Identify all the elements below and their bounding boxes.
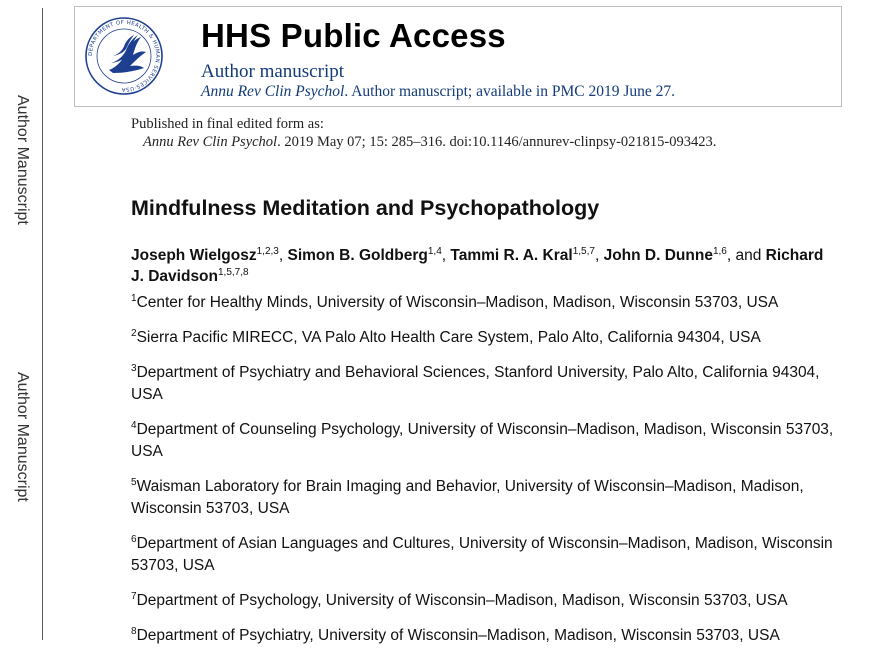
author-affiliation-marker: 1,2,3 [256,245,279,257]
author-name: Simon B. Goldberg [287,247,428,264]
affiliation-text: Department of Psychology, University of Wisconsin–Madison, Madison, Wisconsin 53703, USA [136,592,788,609]
margin-rule [42,8,43,640]
hhs-header-box [74,6,842,107]
hhs-eagle-logo-icon [83,15,165,97]
article-title: Mindfulness Meditation and Psychopathology [131,196,600,220]
author-affiliation-marker: 1,6 [712,245,727,257]
affiliation-number: 6 [131,533,137,545]
affiliation [131,419,841,463]
affiliation [131,292,841,314]
author-name: John D. Dunne [603,247,713,264]
author-separator: , [594,247,604,264]
affiliation-text: Department of Asian Languages and Cultures, University of Wisconsin–Madison, Madison, Wisconsin 53703, USA [131,535,833,574]
affiliation [131,476,841,520]
affiliation-number: 1 [131,292,137,304]
hhs-public-access-title: HHS Public Access [201,17,506,54]
author-separator: , [441,247,451,264]
availability-text: . Author manuscript; available in PMC 2019 June 27. [344,83,675,100]
journal-name: Annu Rev Clin Psychol [201,83,345,100]
left-margin [0,0,46,640]
author-name: Richard J. Davidson [131,247,824,285]
published-label: Published in final edited form as: [131,116,324,132]
affiliation [131,590,841,612]
author-affiliation-marker: 1,5,7,8 [218,266,249,278]
affiliation [131,362,841,406]
availability-line [201,83,675,101]
author-manuscript-subtitle: Author manuscript [201,61,345,82]
affiliation-text: Department of Psychiatry, University of Wisconsin–Madison, Madison, Wisconsin 53703, USA [136,627,780,644]
affiliation-list [131,292,841,660]
hhs-seal-icon [83,15,165,97]
affiliation-number: 4 [131,419,137,431]
affiliation-text: Department of Psychiatry and Behavioral Sciences, Stanford University, Palo Alto, California 94304, USA [131,364,820,403]
affiliation-text: Sierra Pacific MIRECC, VA Palo Alto Health Care System, Palo Alto, California 94304, USA [136,329,761,346]
affiliation [131,625,841,647]
author-separator: , and [726,247,766,264]
affiliation-number: 8 [131,625,137,637]
author-manuscript-label-top: Author Manuscript [14,95,31,225]
citation-details: . 2019 May 07; 15: 285–316. doi:10.1146/annurev-clinpsy-021815-093423. [277,134,717,150]
author-list [131,245,831,287]
author-affiliation-marker: 1,4 [427,245,442,257]
seal-text: DEPARTMENT OF HEALTH & HUMAN SERVICES·USA [87,19,161,93]
affiliation [131,327,841,349]
author-name: Joseph Wielgosz [131,247,257,264]
author-separator: , [278,247,288,264]
affiliation-text: Center for Healthy Minds, University of Wisconsin–Madison, Madison, Wisconsin 53703, USA [136,294,779,311]
author-affiliation-marker: 1,5,7 [572,245,595,257]
published-in-final-form [131,115,716,151]
affiliation-number: 5 [131,476,137,488]
author-name: Tammi R. A. Kral [450,247,573,264]
affiliation-number: 3 [131,362,137,374]
citation [131,133,716,151]
affiliation-number: 7 [131,590,137,602]
author-manuscript-label-bottom: Author Manuscript [14,372,31,502]
citation-journal: Annu Rev Clin Psychol [143,134,278,150]
affiliation-text: Waisman Laboratory for Brain Imaging and Behavior, University of Wisconsin–Madison, Madison, Wisconsin 53703, USA [131,478,804,517]
affiliation [131,533,841,577]
affiliation-number: 2 [131,327,137,339]
affiliation-text: Department of Counseling Psychology, University of Wisconsin–Madison, Madison, Wisconsin 53703, USA [131,421,834,460]
